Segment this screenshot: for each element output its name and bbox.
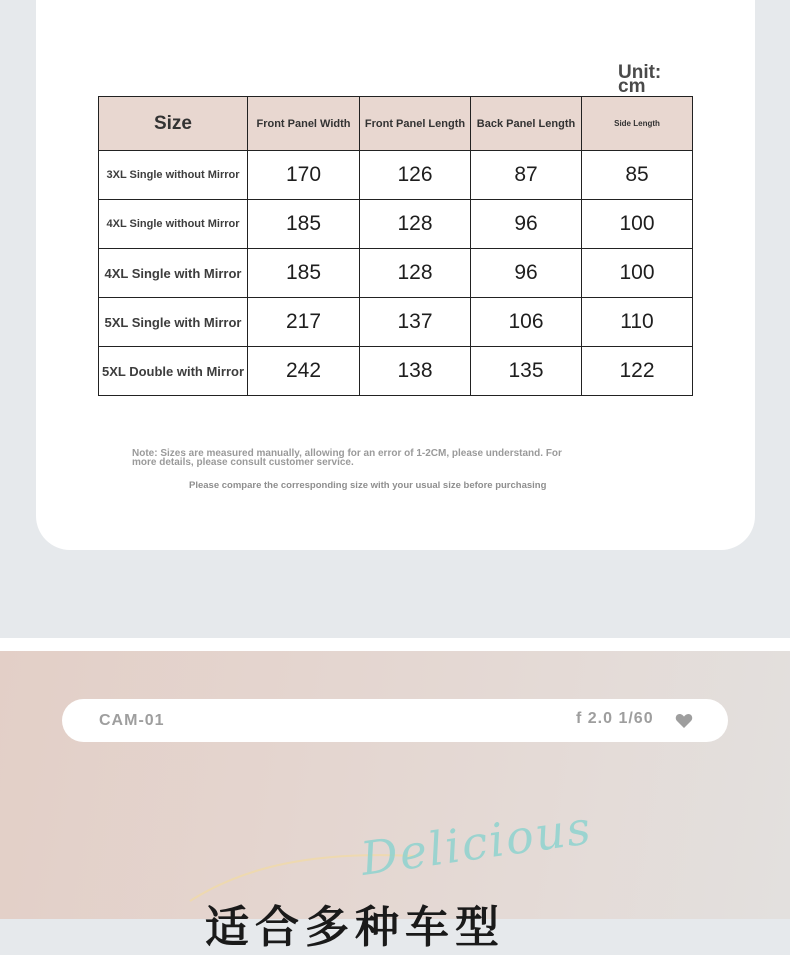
cell-front-length: 126 — [360, 151, 471, 200]
section-divider — [0, 638, 790, 651]
compare-note: Please compare the corresponding size with your usual size before purchasing — [189, 480, 547, 491]
cell-front-width: 217 — [248, 298, 360, 347]
table-row — [99, 200, 693, 249]
row-label: 3XL Single without Mirror — [99, 151, 248, 200]
cell-front-length: 138 — [360, 347, 471, 396]
cell-side-length: 85 — [582, 151, 693, 200]
header-size: Size — [99, 97, 248, 151]
camera-code: CAM-01 — [99, 712, 165, 729]
cell-side-length: 100 — [582, 200, 693, 249]
measurement-note: Note: Sizes are measured manually, allowing for an error of 1-2CM, please understand. For more details, please consult customer service. — [132, 448, 562, 468]
cell-front-length: 137 — [360, 298, 471, 347]
row-label: 4XL Single with Mirror — [99, 249, 248, 298]
cell-side-length: 110 — [582, 298, 693, 347]
cell-back-length: 106 — [471, 298, 582, 347]
table-row — [99, 249, 693, 298]
cell-front-length: 128 — [360, 249, 471, 298]
row-label: 5XL Single with Mirror — [99, 298, 248, 347]
banner-heading: 适合多种车型 — [205, 903, 505, 952]
cell-front-length: 128 — [360, 200, 471, 249]
heart-icon[interactable] — [675, 713, 693, 729]
script-decoration: Delicious — [357, 800, 596, 886]
cell-front-width: 185 — [248, 200, 360, 249]
table-row — [99, 151, 693, 200]
cell-side-length: 100 — [582, 249, 693, 298]
unit-label: Unit: cm — [618, 62, 662, 97]
cell-back-length: 96 — [471, 200, 582, 249]
header-front-panel-width: Front Panel Width — [248, 97, 360, 151]
size-table — [98, 96, 693, 396]
cell-front-width: 185 — [248, 249, 360, 298]
camera-info-bar — [62, 699, 728, 742]
table-row — [99, 347, 693, 396]
product-banner — [0, 651, 790, 952]
table-header-row — [99, 97, 693, 151]
header-side-length: Side Length — [582, 97, 693, 151]
cell-front-width: 242 — [248, 347, 360, 396]
cell-back-length: 96 — [471, 249, 582, 298]
cell-side-length: 122 — [582, 347, 693, 396]
row-label: 5XL Double with Mirror — [99, 347, 248, 396]
header-back-panel-length: Back Panel Length — [471, 97, 582, 151]
row-label: 4XL Single without Mirror — [99, 200, 248, 249]
cell-front-width: 170 — [248, 151, 360, 200]
cell-back-length: 87 — [471, 151, 582, 200]
header-front-panel-length: Front Panel Length — [360, 97, 471, 151]
aperture-value: f 2.0 1/60 — [576, 710, 654, 727]
cell-back-length: 135 — [471, 347, 582, 396]
table-row — [99, 298, 693, 347]
